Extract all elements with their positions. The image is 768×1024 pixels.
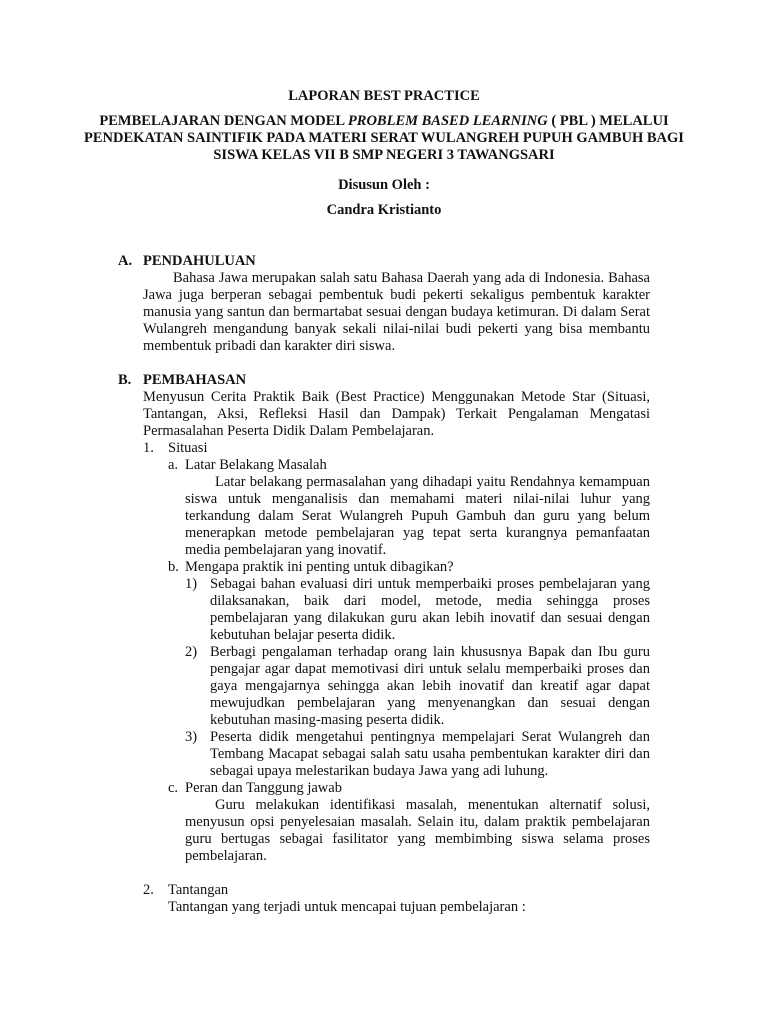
item-1b-label: Mengapa praktik ini penting untuk dibagikan? <box>185 559 454 575</box>
item-1c-marker: c. <box>168 780 179 796</box>
item-1c-label: Peran dan Tanggung jawab <box>185 780 342 796</box>
item-1c-heading <box>168 780 650 797</box>
item-2-text: Tantangan yang terjadi untuk mencapai tujuan pembelajaran : <box>168 899 526 915</box>
prepared-by-label: Disusun Oleh : <box>338 177 430 193</box>
document-body <box>118 253 650 916</box>
point-1 <box>185 576 650 644</box>
subtitle-part1: PEMBELAJARAN DENGAN MODEL <box>99 113 348 129</box>
item-1-heading <box>143 440 650 457</box>
section-a-heading <box>118 253 650 270</box>
section-b-marker: B. <box>118 372 132 388</box>
section-a-paragraph: Bahasa Jawa merupakan salah satu Bahasa Daerah yang ada di Indonesia. Bahasa Jawa juga berperan sebagai pembentuk budi pekerti sekaligus pembentuk karakter manusia yang santun dan bermartabat sesuai dengan budaya ketimuran. Di dalam Serat Wulangreh mengandung banyak sekali nilai-nilai budi pekerti yang bisa membantu membentuk pribadi dan karakter diri siswa. <box>143 270 650 354</box>
item-2-heading <box>143 882 650 899</box>
item-1a-label: Latar Belakang Masalah <box>185 457 327 473</box>
point-2-marker: 2) <box>185 644 198 660</box>
section-a-marker: A. <box>118 253 133 269</box>
point-3 <box>185 729 650 780</box>
point-3-marker: 3) <box>185 729 198 745</box>
author-name: Candra Kristianto <box>326 202 442 218</box>
item-1a-marker: a. <box>168 457 179 473</box>
item-1a-text: Latar belakang permasalahan yang dihadapi yaitu Rendahnya kemampuan siswa untuk menganalisis dan memahami materi nilai-nilai luhur yang terkandung dalam Serat Wulangreh Pupuh Gambuh dan guru yang belum menerapkan metode pembelajaran yag tepat serta kurangnya pemanfaatan media pembelajaran yang inovatif. <box>185 474 650 558</box>
point-2 <box>185 644 650 729</box>
item-1b-heading <box>168 559 650 576</box>
item-1a-heading <box>168 457 650 474</box>
point-1-text: Sebagai bahan evaluasi diri untuk memperbaiki proses pembelajaran yang dilaksanakan, baik dari model, metode, media sehingga proses pembelajaran yang dilakukan guru akan lebih inovatif dan sesuai dengan kebutuhan belajar peserta didik. <box>210 576 650 643</box>
point-3-text: Peserta didik mengetahui pentingnya mempelajari Serat Wulangreh dan Tembang Macapat sebagai salah satu usaha pembentukan karakter diri dan sebagai upaya melestarikan budaya Jawa yang adi luhung. <box>210 729 650 779</box>
subtitle-part2: ( PBL ) MELALUI PENDEKATAN SAINTIFIK PADA MATERI SERAT WULANGREH PUPUH GAMBUH BAGI SISWA KELAS VII B SMP NEGERI 3 TAWANGSARI <box>84 113 684 163</box>
report-subtitle <box>60 113 708 164</box>
item-2-label: Tantangan <box>168 882 229 898</box>
point-2-text: Berbagi pengalaman terhadap orang lain khususnya Bapak dan Ibu guru pengajar agar dapat memotivasi diri untuk selalu memperbaiki proses dan gaya mengajarnya sehingga akan lebih inovatif dan kreatif agar dapat mewujudkan pembelajaran yang menyenangkan dan sesuai dengan kebutuhan masing-masing peserta didik. <box>210 644 650 728</box>
section-b-intro: Menyusun Cerita Praktik Baik (Best Practice) Menggunakan Metode Star (Situasi, Tantangan, Aksi, Refleksi Hasil dan Dampak) Terkait Pengalaman Mengatasi Permasalahan Peserta Didik Dalam Pembelajaran. <box>143 389 650 439</box>
item-1-label: Situasi <box>168 440 208 456</box>
item-1b-marker: b. <box>168 559 179 575</box>
section-a-title: PENDAHULUAN <box>143 253 256 269</box>
report-title: LAPORAN BEST PRACTICE <box>288 88 480 104</box>
item-1c-text: Guru melakukan identifikasi masalah, menentukan alternatif solusi, menyusun opsi penyelesaian masalah. Selain itu, dalam praktik pembelajaran guru bertugas sebagai fasilitator yang membimbing siswa selama proses pembelajaran. <box>185 797 650 864</box>
item-2-marker: 2. <box>143 882 154 898</box>
section-b-title: PEMBAHASAN <box>143 372 247 388</box>
point-1-marker: 1) <box>185 576 198 592</box>
subtitle-italic: PROBLEM BASED LEARNING <box>347 113 548 129</box>
item-1-marker: 1. <box>143 440 154 456</box>
section-b-heading <box>118 372 650 389</box>
